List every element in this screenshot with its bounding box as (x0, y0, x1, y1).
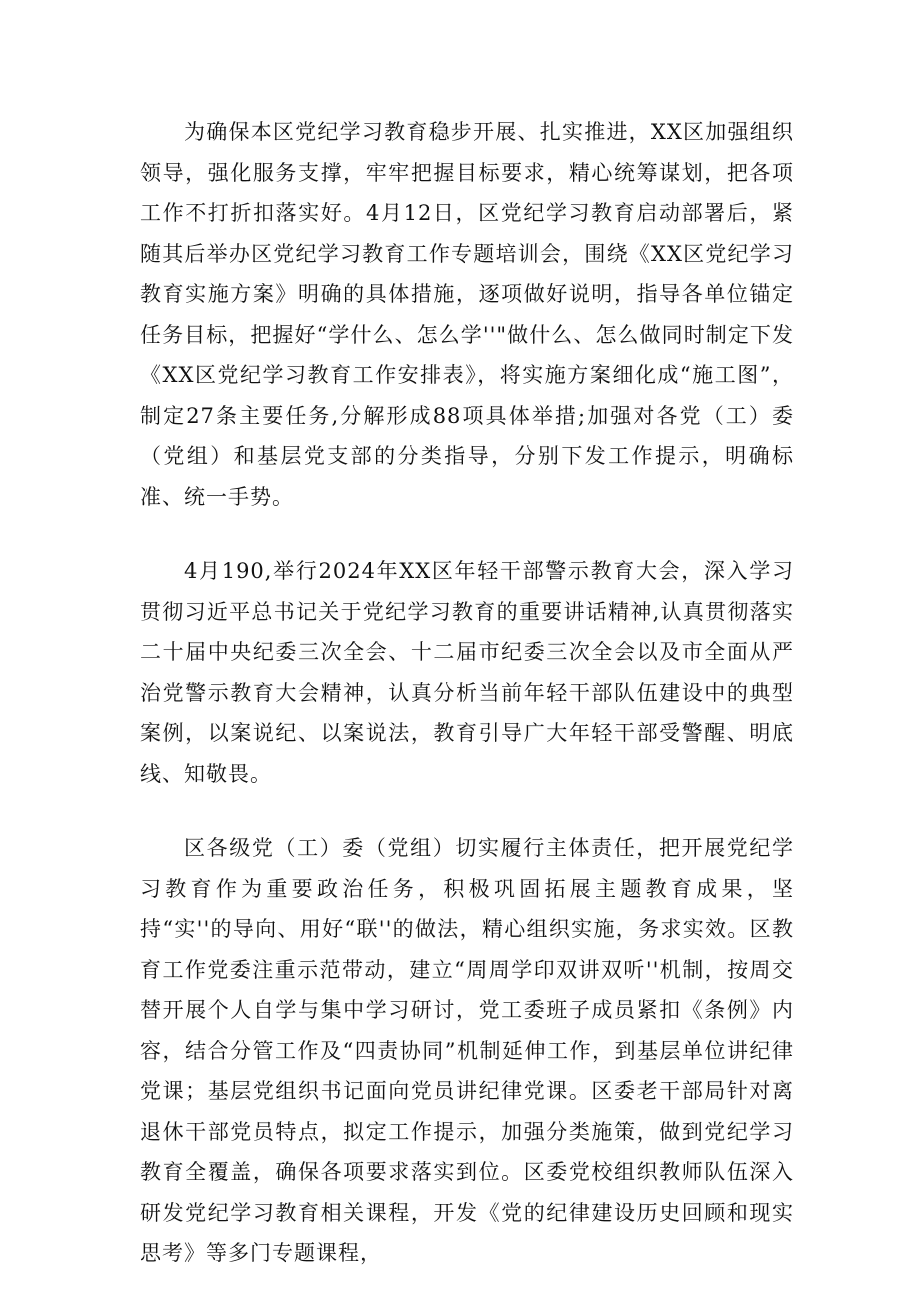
paragraph-1: 为确保本区党纪学习教育稳步开展、扎实推进，XX区加强组织领导，强化服务支撑，牢牢把握目标要求，精心统筹谋划，把各项工作不打折扣落实好。4月12日，区党纪学习教育启动部署后，紧随其后举办区党纪学习教育工作专题培训会，围绕《XX区党纪学习教育实施方案》明确的具体措施，逐项做好说明，指导各单位锚定任务目标，把握好“学什么、怎么学''"做什么、怎么做同时制定下发《XX区党纪学习教育工作安排表》，将实施方案细化成“施工图”，制定27条主要任务,分解形成88项具体举措;加强对各党（工）委（党组）和基层党支部的分类指导，分别下发工作提示，明确标准、统一手势。 (140, 120, 794, 509)
paragraph-2: 4月190,举行2024年XX区年轻干部警示教育大会，深入学习贯彻习近平总书记关于党纪学习教育的重要讲话精神,认真贯彻落实二十届中央纪委三次全会、十二届市纪委三次全会以及市全面从严治党警示教育大会精神，认真分析当前年轻干部队伍建设中的典型案例，以案说纪、以案说法，教育引导广大年轻干部受警醒、明底线、知敬畏。 (140, 559, 794, 786)
document-body (140, 112, 794, 1274)
paragraph-3: 区各级党（工）委（党组）切实履行主体责任，把开展党纪学习教育作为重要政治任务，积极巩固拓展主题教育成果，坚持“实''的导向、用好“联''的做法，精心组织实施，务求实效。区教育工作党委注重示范带动，建立“周周学印双讲双听''机制，按周交替开展个人自学与集中学习研讨，党工委班子成员紧扣《条例》内容，结合分管工作及“四责协同”机制延伸工作，到基层单位讲纪律党课；基层党组织书记面向党员讲纪律党课。区委老干部局针对离退休干部党员特点，拟定工作提示，加强分类施策，做到党纪学习教育全覆盖，确保各项要求落实到位。区委党校组织教师队伍深入研发党纪学习教育相关课程，开发《党的纪律建设历史回顾和现实思考》等多门专题课程， (140, 836, 794, 1265)
